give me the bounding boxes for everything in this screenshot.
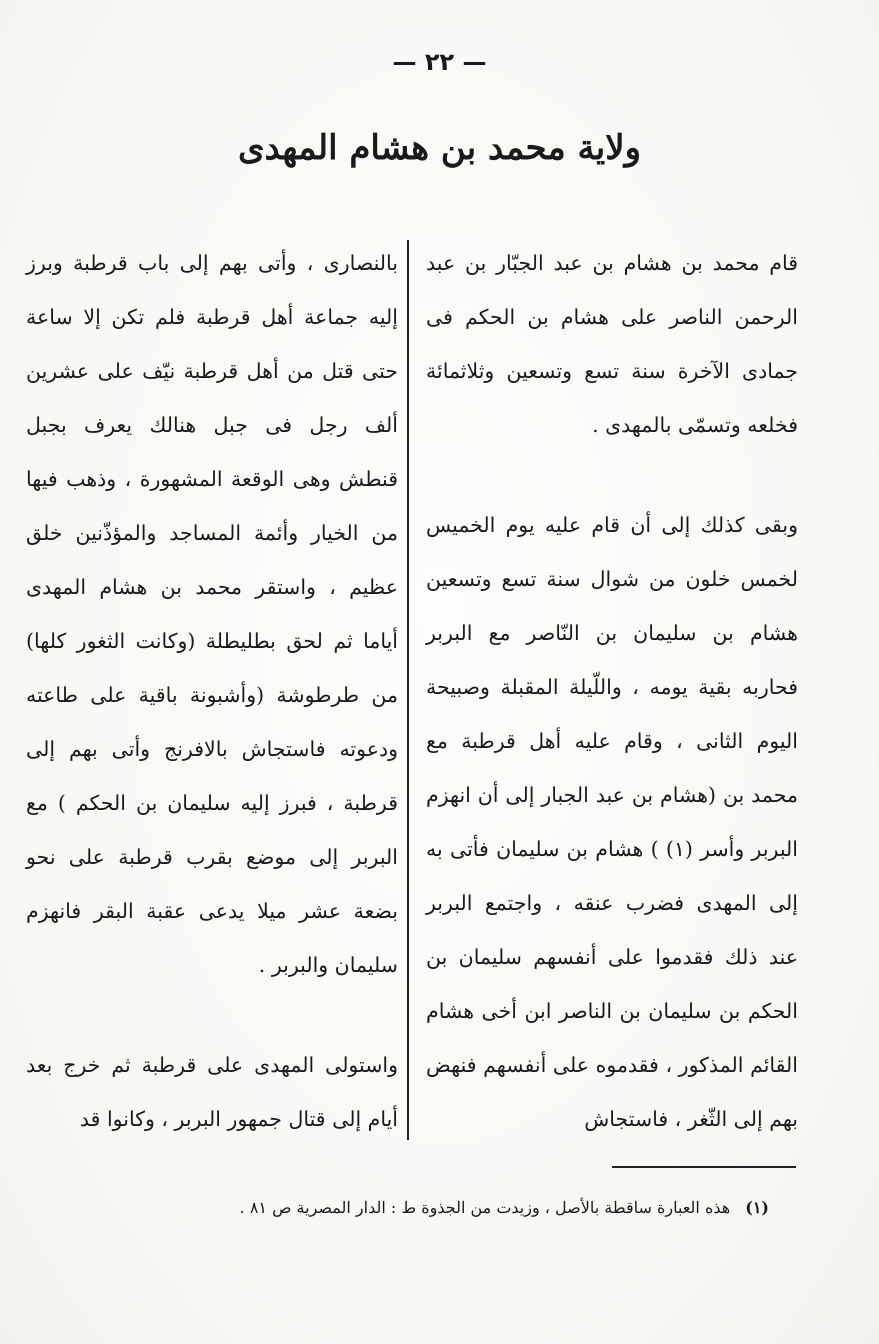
footnote-text: هذه العبارة ساقطة بالأصل ، وزيدت من الجذوة ط : الدار المصرية ص ٨١ .	[239, 1198, 731, 1217]
footnote-marker: (١)	[745, 1198, 769, 1217]
paragraph-gap	[26, 992, 398, 1038]
paragraph: واستولى المهدى على قرطبة ثم خرج بعد أيام إلى قتال جمهور البربر ، وكانوا قد	[26, 1053, 398, 1131]
paragraph: قام محمد بن هشام بن عبد الجبّار بن عبد الرحمن الناصر على هشام بن الحكم فى جمادى الآخرة سنة تسع وتسعين وثلاثمائة فخلعه وتسمّى بالمهدى .	[426, 251, 798, 437]
paragraph-gap	[426, 452, 798, 498]
paragraph: وبقى كذلك إلى أن قام عليه يوم الخميس لخمس خلون من شوال سنة تسع وتسعين هشام بن سليمان بن النّاصر مع البربر فحاربه بقية يومه ، واللّيلة المقبلة وصبيحة اليوم الثانى ، وقام عليه أهل قرطبة مع محمد بن (هشام بن عبد الجبار إلى أن انهزم البربر وأسر (١) ) هشام بن سليمان فأتى به إلى المهدى فضرب عنقه ، واجتمع البربر عند ذلك فقدموا على أنفسهم سليمان بن الحكم بن سليمان بن الناصر ابن أخى هشام القائم المذكور ، فقدموه على أنفسهم فنهض بهم إلى الثّغر ، فاستجاش	[426, 513, 798, 1131]
chapter-title: ولاية محمد بن هشام المهدى	[237, 128, 642, 168]
paragraph: بالنصارى ، وأتى بهم إلى باب قرطبة وبرز إليه جماعة أهل قرطبة فلم تكن إلا ساعة حتى قتل من أهل قرطبة نيّف على عشرين ألف رجل فى جبل هنالك يعرف بجبل قنطش وهى الوقعة المشهورة ، وذهب فيها من الخيار وأئمة المساجد والمؤذّنين خلق عظيم ، واستقر محمد بن هشام المهدى أياما ثم لحق بطليطلة (وكانت الثغور كلها) من طرطوشة (وأشبونة باقية على طاعته ودعوته فاستجاش بالافرنج وأتى بهم إلى قرطبة ، فبرز إليه سليمان بن الحكم ) مع البربر إلى موضع بقرب قرطبة على نحو بضعة عشر ميلا يدعى عقبة البقر فانهزم سليمان والبربر .	[26, 251, 398, 977]
left-column	[26, 236, 398, 1146]
footnote-rule	[612, 1166, 796, 1168]
column-divider	[407, 240, 409, 1140]
page-number: — ٢٢ —	[392, 48, 487, 76]
footnote	[129, 1194, 769, 1222]
right-column	[426, 236, 798, 1146]
